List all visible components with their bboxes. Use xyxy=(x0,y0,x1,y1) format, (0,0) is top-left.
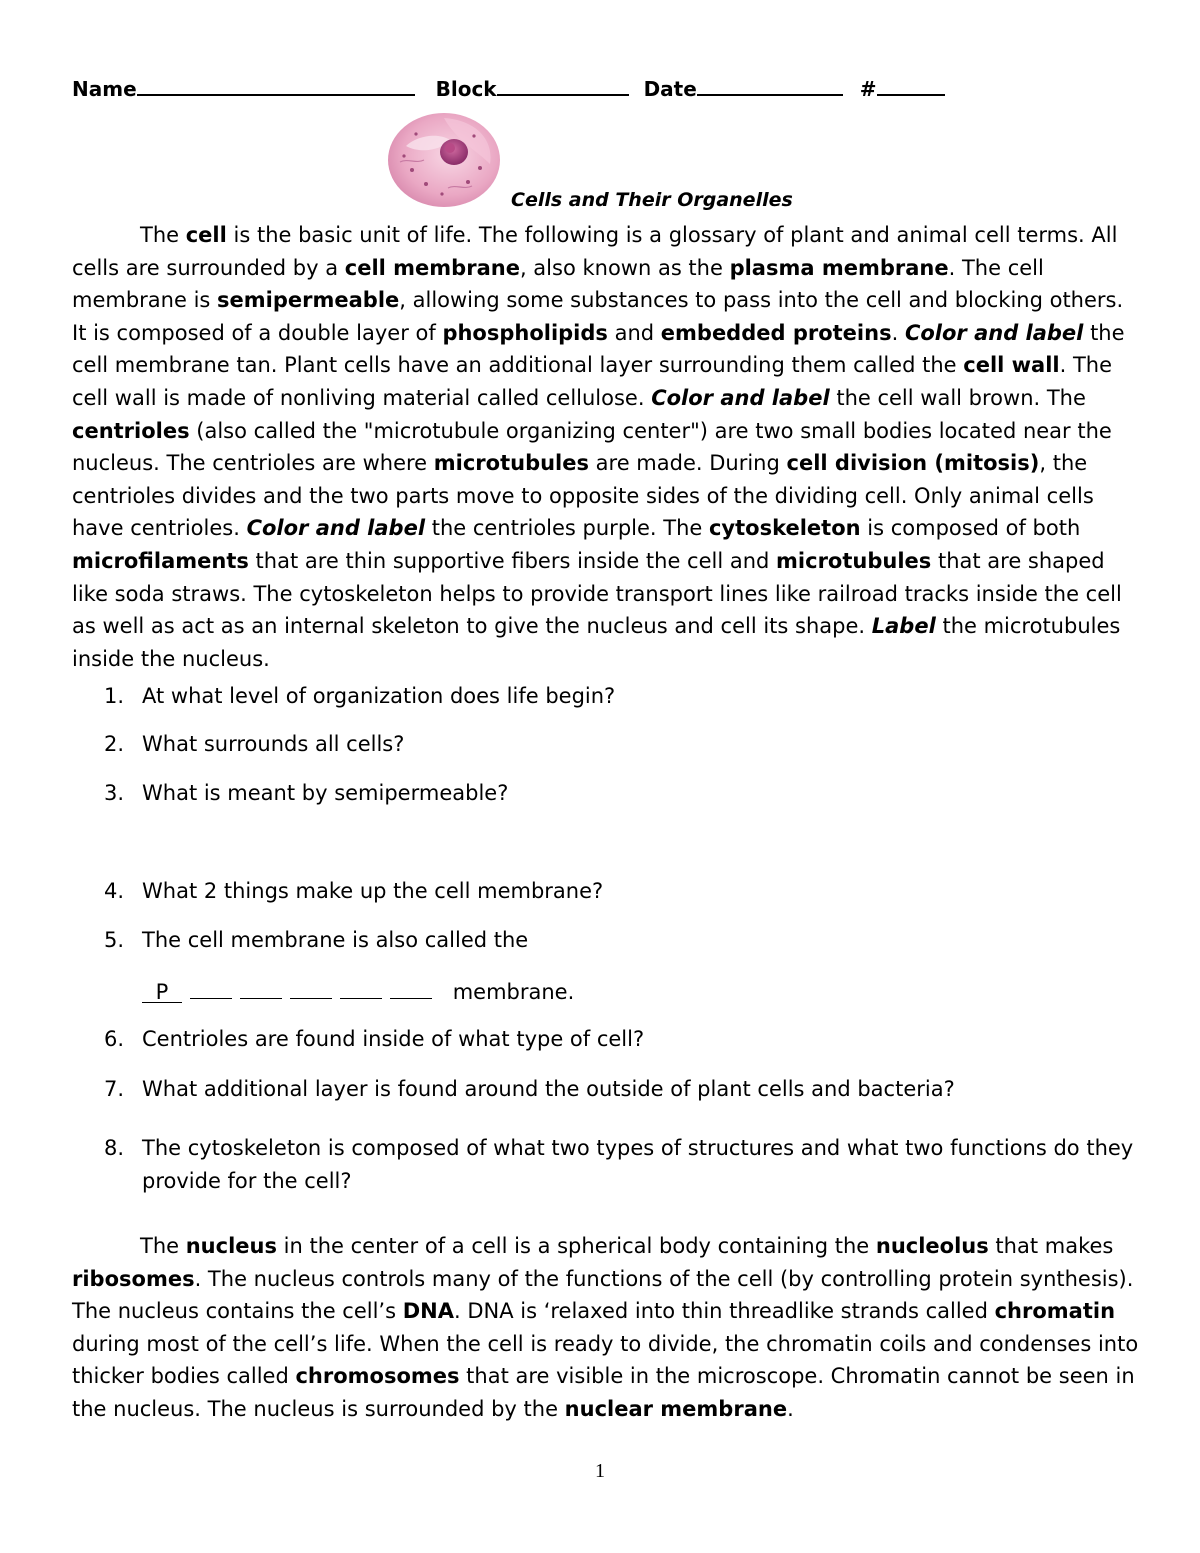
key-term: microtubules xyxy=(776,548,932,573)
key-term: ribosomes xyxy=(72,1266,195,1291)
key-term: cell membrane xyxy=(344,255,520,280)
nucleus-paragraph xyxy=(72,1230,1142,1426)
question-number: 7. xyxy=(104,1077,125,1101)
question-number: 6. xyxy=(104,1027,125,1051)
text-run: . The cell membrane is xyxy=(72,255,1044,313)
question-text: What 2 things make up the cell membrane? xyxy=(142,879,604,903)
key-term: chromosomes xyxy=(295,1364,460,1389)
question-number: 8. xyxy=(104,1136,125,1160)
question-text: At what level of organization does life begin? xyxy=(142,684,616,708)
key-term: nuclear membrane xyxy=(564,1396,788,1421)
instruction-term: Color and label xyxy=(246,516,426,541)
worksheet-title: Cells and Their Organelles xyxy=(511,189,793,211)
key-term: nucleus xyxy=(185,1234,277,1258)
text-run: . xyxy=(891,320,905,345)
text-run: , the centrioles divides and the two parts move to opposite sides of the dividing cell. Only animal cells have centrioles. xyxy=(72,451,1094,541)
plasma-fill-in xyxy=(142,976,574,1004)
text-run: that makes xyxy=(988,1234,1114,1258)
text-run: . The nucleus controls many of the functions of the cell (by controlling protein synthesis). The nucleus contains the cell’s xyxy=(72,1266,1134,1324)
text-run: that are thin supportive fibers inside the cell and xyxy=(248,548,777,573)
text-run: that are shaped like soda straws. The cytoskeleton helps to provide transport lines like railroad tracks inside the cell as well as act as an internal skeleton to give the nucleus and cell its shape. xyxy=(72,548,1122,639)
letter-blank[interactable] xyxy=(190,976,232,999)
key-term: microfilaments xyxy=(72,548,249,573)
text-run: The xyxy=(140,1234,186,1258)
text-run: . xyxy=(787,1396,794,1421)
key-term: cell wall xyxy=(963,353,1060,378)
letter-blank[interactable] xyxy=(240,976,282,999)
name-label: Name xyxy=(72,77,137,101)
key-term: phospholipids xyxy=(442,320,608,345)
intro-paragraph xyxy=(72,219,1142,675)
text-run: the cell wall brown. The xyxy=(829,385,1086,410)
animal-cell-illustration xyxy=(386,110,502,210)
letter-blank[interactable] xyxy=(290,976,332,999)
text-run: that are visible in the microscope. Chromatin cannot be seen in the nucleus. The nucleus is surrounded by the xyxy=(72,1364,1135,1421)
text-run: are made. During xyxy=(589,451,787,476)
text-run: the cell membrane tan. Plant cells have an additional layer surrounding them called the xyxy=(72,320,1125,378)
fill-in-suffix: membrane. xyxy=(452,980,575,1004)
text-run: during most of the cell’s life. When the cell is ready to divide, the chromatin coils and condenses into thicker bodies called xyxy=(72,1331,1139,1389)
given-letter: P xyxy=(155,980,169,1004)
text-run: is the basic unit of life. The following is a glossary of plant and animal cell terms. All cells are surrounded by a xyxy=(72,223,1118,280)
instruction-term: Color and label xyxy=(904,320,1084,345)
letter-blank[interactable] xyxy=(340,976,382,999)
text-run: the microtubules inside the nucleus. xyxy=(72,614,1121,671)
key-term: DNA xyxy=(402,1299,454,1324)
text-run: is composed of both xyxy=(860,516,1081,541)
text-run: , allowing some substances to pass into the cell and blocking others. It is composed of a double layer of xyxy=(72,288,1124,345)
key-term: plasma membrane xyxy=(729,255,949,280)
question-text: What surrounds all cells? xyxy=(142,732,405,756)
question-number: 4. xyxy=(104,879,125,903)
instruction-term: Label xyxy=(871,614,936,639)
key-term: centrioles xyxy=(72,418,190,443)
date-label: Date xyxy=(643,77,697,101)
block-blank[interactable] xyxy=(497,74,629,96)
block-label: Block xyxy=(435,77,497,101)
text-run: , also known as the xyxy=(519,255,730,280)
key-term: cell division (mitosis) xyxy=(786,451,1040,476)
key-term: chromatin xyxy=(994,1299,1116,1324)
text-run: and xyxy=(607,320,661,345)
question-number: 2. xyxy=(104,732,125,756)
letter-blank[interactable] xyxy=(142,980,182,1003)
date-blank[interactable] xyxy=(697,74,843,96)
instruction-term: Color and label xyxy=(651,385,830,410)
question-text: The cytoskeleton is composed of what two types of structures and what two functions do they provide for the cell? xyxy=(142,1136,1134,1193)
number-blank[interactable] xyxy=(877,74,945,96)
text-run: in the center of a cell is a spherical body containing the xyxy=(276,1234,876,1258)
key-term: semipermeable xyxy=(217,288,400,313)
number-label: # xyxy=(859,77,877,101)
question-text: Centrioles are found inside of what type of cell? xyxy=(142,1027,645,1051)
text-run: the centrioles purple. The xyxy=(425,516,709,541)
key-term: nucleolus xyxy=(875,1234,989,1258)
key-term: microtubules xyxy=(433,451,589,476)
name-blank[interactable] xyxy=(137,74,415,96)
letter-blank[interactable] xyxy=(390,976,432,999)
key-term: cytoskeleton xyxy=(708,516,861,541)
question-text: What is meant by semipermeable? xyxy=(142,781,509,805)
key-term: cell xyxy=(185,223,227,247)
key-term: embedded proteins xyxy=(660,320,892,345)
text-run: . The cell wall is made of nonliving material called cellulose. xyxy=(72,353,1113,410)
text-run: (also called the "microtubule organizing center") are two small bodies located near the nucleus. The centrioles are where xyxy=(72,418,1112,476)
question-number: 3. xyxy=(104,781,125,805)
page-number: 1 xyxy=(595,1460,605,1482)
text-run: . DNA is ‘relaxed into thin threadlike strands called xyxy=(453,1299,995,1324)
question-text: The cell membrane is also called the xyxy=(142,928,529,952)
header-line xyxy=(72,74,945,101)
text-run: The xyxy=(140,223,186,247)
question-number: 5. xyxy=(104,928,125,952)
question-number: 1. xyxy=(104,684,125,708)
question-text: What additional layer is found around the outside of plant cells and bacteria? xyxy=(142,1077,955,1101)
